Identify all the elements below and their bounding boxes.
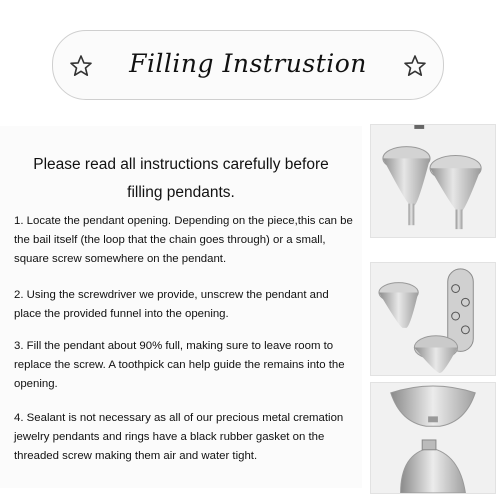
instruction-step xyxy=(14,337,356,394)
step-number: 4. xyxy=(14,412,24,424)
step-text: Fill the pendant about 90% full, making sure to leave room to replace the screw. A toothpick can help guide the remains into the opening. xyxy=(14,340,345,390)
step-text: Using the screwdriver we provide, unscrew the pendant and place the provided funnel into the opening. xyxy=(14,289,329,320)
funnel-photo xyxy=(370,124,496,238)
step-number: 3. xyxy=(14,340,24,352)
instruction-step xyxy=(14,212,356,269)
title-banner xyxy=(52,30,444,100)
instructions-heading-continued: filling pendants. xyxy=(127,184,235,201)
instruction-step xyxy=(14,409,356,466)
step-number: 1. xyxy=(14,215,24,227)
banner-title: Filling Instrustion xyxy=(129,49,367,78)
instructions-heading: Please read all instructions carefully before xyxy=(33,156,329,173)
instructions-panel xyxy=(0,126,362,488)
step-number: 2. xyxy=(14,289,24,301)
pendant-funnel-photo xyxy=(370,262,496,376)
step-text: Sealant is not necessary as all of our precious metal cremation jewelry pendants and rings have a black rubber gasket on the threaded screw making them air and water tight. xyxy=(14,412,344,462)
star-outline-icon xyxy=(403,54,427,78)
step-text: Locate the pendant opening. Depending on the piece,this can be the bail itself (the loop that the chain goes through) or a small, square screw somewhere on the pendant. xyxy=(14,215,353,265)
funnel-closeup-photo xyxy=(370,382,496,494)
instruction-step xyxy=(14,286,356,324)
